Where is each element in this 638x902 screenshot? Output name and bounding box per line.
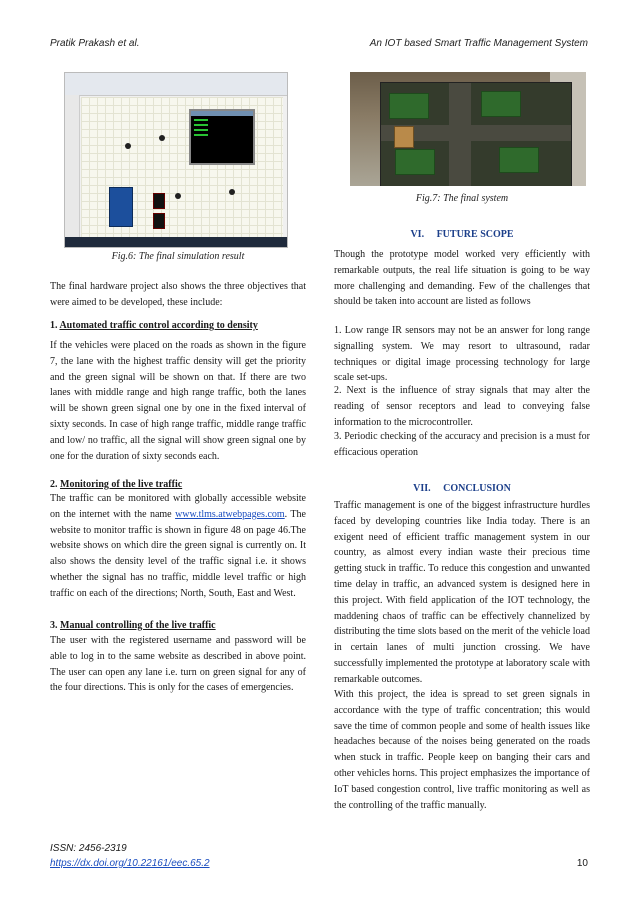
grass-block [389, 93, 429, 119]
traffic-website-link[interactable]: www.tlms.atwebpages.com [175, 508, 285, 520]
traffic-led-icon [229, 189, 235, 195]
future-scope-intro: Though the prototype model worked very efficiently with remarkable outputs, the real life situation is going to be way more challenging and demanding. Few of the challenges that should be taken into account are listed as follows [334, 249, 590, 308]
traffic-led-icon [175, 193, 181, 199]
traffic-led-icon [159, 135, 165, 141]
objective-1-body: If the vehicles were placed on the roads as shown in the figure 7, the lane with the highest traffic density will get the priority and the green signal will be shown on that. If there are two lanes with middle range and high range traffic, both the lanes will be shown green signal one by one in the fixed interval of sixty seconds. In case of high range traffic, middle range traffic and low/ no traffic, all the signal will show green signal one by one for the duration of sixty seconds each. [50, 340, 306, 462]
toolbar-strip [65, 73, 287, 96]
grass-block [395, 149, 435, 175]
page-number: 10 [576, 858, 588, 869]
conclusion-title: CONCLUSION [443, 483, 511, 494]
grass-block [481, 91, 521, 117]
final-system-photo [350, 72, 586, 186]
fig7-caption: Fig.7: The final system [415, 193, 509, 204]
fig6-caption: Fig.6: The final simulation result [111, 251, 245, 262]
os-taskbar [65, 237, 287, 247]
objective-2-title: Monitoring of the live traffic [60, 479, 183, 490]
future-scope-item-2: 2. Next is the influence of stray signals that may alter the reading of sensor receptors and lead to conveying false information to the microcontroller. [334, 385, 590, 428]
seven-segment-display [153, 193, 165, 209]
toy-vehicle-box [394, 126, 414, 148]
conclusion-paragraph-1: Traffic management is one of the biggest infrastructure hurdles faced by developing countries like India today. There is an exigent need of efficient traffic management system in our country, as almost every indian waste their precious time getting stuck in traffic. To reduce this congestion and unwanted time delay in traffic, an advanced system is designed here in this project. With field application of the IOT technology, the maddening chaos of traffic can be effectively channelized by distributing the time slots based on the merit of the vehicle load in certain lanes of multi junction crossing. We have successfully implemented the prototype at laboratory scale with remarkable outcomes. [334, 500, 590, 685]
conclusion-heading [334, 483, 590, 494]
running-header-authors: Pratik Prakash et al. [50, 38, 140, 49]
running-header-title: An IOT based Smart Traffic Management System [369, 38, 588, 49]
future-scope-item-3: 3. Periodic checking of the accuracy and precision is a must for efficacious operation [334, 431, 590, 458]
objective-3-number: 3. [50, 620, 58, 631]
objective-1-number: 1. [50, 320, 58, 331]
traffic-led-icon [125, 143, 131, 149]
grass-block [499, 147, 539, 173]
objective-3-body: The user with the registered username and password will be able to log in to the same website as described in above point. The user can open any lane i.e. turn on green signal for any of the four directions. This is only for the cases of emergencies. [50, 635, 306, 694]
future-scope-title: FUTURE SCOPE [436, 229, 514, 240]
hardware-intro-paragraph: The final hardware project also shows the three objectives that were aimed to be developed, these include: [50, 281, 306, 308]
objective-3-heading [50, 620, 306, 631]
conclusion-paragraph-2: With this project, the idea is spread to set green signals in accordance with the type of traffic concentration; this would save the time of common people and some of health issues like headaches because of the noises being generated on the roads when stuck in traffic. People keep on banging their cars and other vehicles horns. This project emphasizes the importance of IoT based congestion control, live traffic monitoring as well as the controlling of the traffic manually. [334, 689, 590, 811]
conclusion-number: VII. [413, 483, 431, 494]
simulation-screenshot-figure [64, 72, 288, 248]
objective-2-body-text-a: The traffic can be monitored with globally accessible website on the internet with the name [50, 493, 306, 520]
objective-2-body [50, 491, 306, 602]
footer-doi-link[interactable]: https://dx.doi.org/10.22161/eec.65.2 [50, 858, 210, 869]
virtual-terminal-window [189, 109, 255, 165]
objective-2-body-text-b: . The website to monitor traffic is shown in figure 48 on page 46.The website shows on which dire the green signal is currently on. It also shows the density level of the traffic signal i.e. it shows whether the signal has no traffic, middle level traffic or high traffic on each of the directions; North, South, East and West. [50, 508, 306, 599]
future-scope-number: VI. [410, 229, 425, 240]
schematic-canvas [81, 97, 283, 237]
objective-2-number: 2. [50, 479, 58, 490]
microcontroller-board [109, 187, 133, 227]
future-scope-item-1: 1. Low range IR sensors may not be an answer for long range signalling system. We may resort to ultrasound, radar techniques or digital image processing technology for large scale set-ups. [334, 325, 590, 384]
objective-1-heading [50, 320, 306, 331]
footer-issn: ISSN: 2456-2319 [50, 843, 127, 854]
future-scope-heading [334, 229, 590, 240]
objective-2-heading [50, 479, 306, 490]
component-sidebar [65, 95, 80, 237]
objective-3-title: Manual controlling of the live traffic [60, 620, 216, 631]
objective-1-title: Automated traffic control according to density [59, 320, 258, 331]
seven-segment-display [153, 213, 165, 229]
